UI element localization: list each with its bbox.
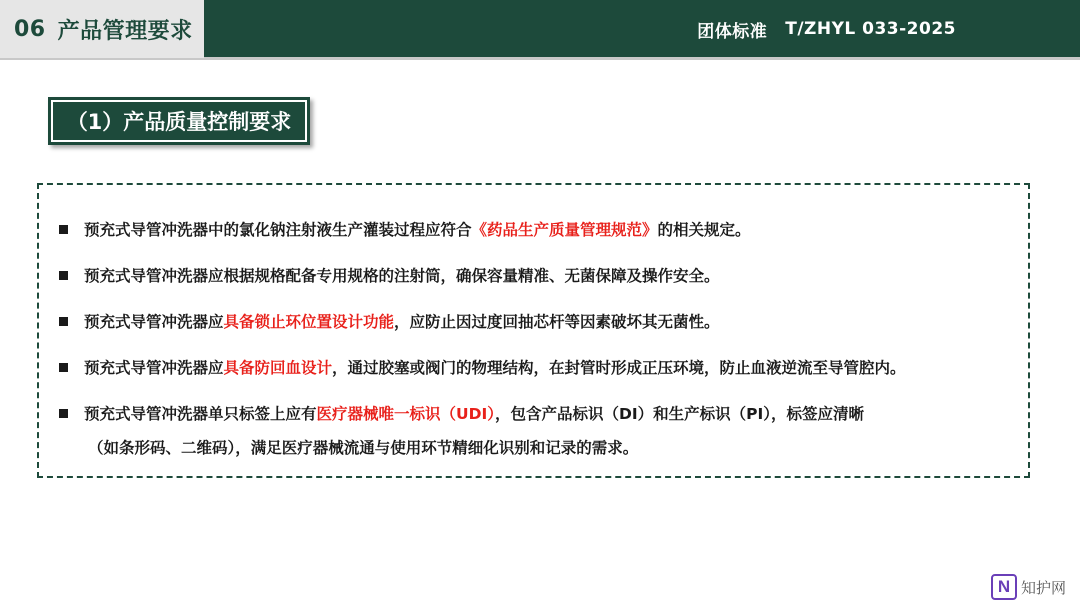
requirement-item <box>57 397 1044 465</box>
section-number: 06 <box>14 16 46 42</box>
requirement-text-after: ，包含产品标识（DI）和生产标识（PI），标签应清晰 <box>495 405 865 423</box>
requirement-item <box>57 213 1037 247</box>
watermark <box>991 574 1066 600</box>
standard-label <box>697 0 956 58</box>
requirement-text: 预充式导管冲洗器中的氯化钠注射液生产灌装过程应符合 <box>84 221 472 239</box>
square-bullet-icon <box>59 409 68 418</box>
subsection-title: （1）产品质量控制要求 <box>48 97 310 145</box>
zhihuwang-logo-icon: N <box>991 574 1017 600</box>
square-bullet-icon <box>59 271 68 280</box>
standard-org: 团体标准 <box>697 21 768 42</box>
requirement-text-line2: （如条形码、二维码），满足医疗器械流通与使用环节精细化识别和记录的需求。 <box>88 439 639 457</box>
requirement-highlight: 医疗器械唯一标识（UDI） <box>316 405 495 423</box>
header-bar <box>0 0 1080 60</box>
requirements-list <box>57 213 1037 477</box>
requirement-text-after: ，应防止因过度回抽芯杆等因素破坏其无菌性。 <box>394 313 720 331</box>
square-bullet-icon <box>59 317 68 326</box>
requirement-text: 预充式导管冲洗器应 <box>84 359 224 377</box>
standard-code: T/ZHYL 033-2025 <box>785 19 956 39</box>
requirement-highlight: 《药品生产质量管理规范》 <box>471 221 658 239</box>
watermark-text: 知护网 <box>1020 578 1066 597</box>
section-title: 产品管理要求 <box>57 18 193 44</box>
requirements-box <box>37 183 1030 478</box>
requirement-text: 预充式导管冲洗器单只标签上应有 <box>84 405 317 423</box>
requirement-text-after: 的相关规定。 <box>657 221 751 239</box>
requirement-item <box>57 305 1037 339</box>
requirement-highlight: 具备锁止环位置设计功能 <box>223 313 395 331</box>
requirement-highlight: 具备防回血设计 <box>223 359 333 377</box>
square-bullet-icon <box>59 363 68 372</box>
requirement-text: 预充式导管冲洗器应 <box>84 313 224 331</box>
requirement-item <box>57 351 1037 385</box>
requirement-text: 预充式导管冲洗器应根据规格配备专用规格的注射筒，确保容量精准、无菌保障及操作安全。 <box>84 267 720 285</box>
section-label <box>0 0 204 58</box>
requirement-text-after: ，通过胶塞或阀门的物理结构，在封管时形成正压环境，防止血液逆流至导管腔内。 <box>332 359 906 377</box>
square-bullet-icon <box>59 225 68 234</box>
requirement-item <box>57 259 1037 293</box>
